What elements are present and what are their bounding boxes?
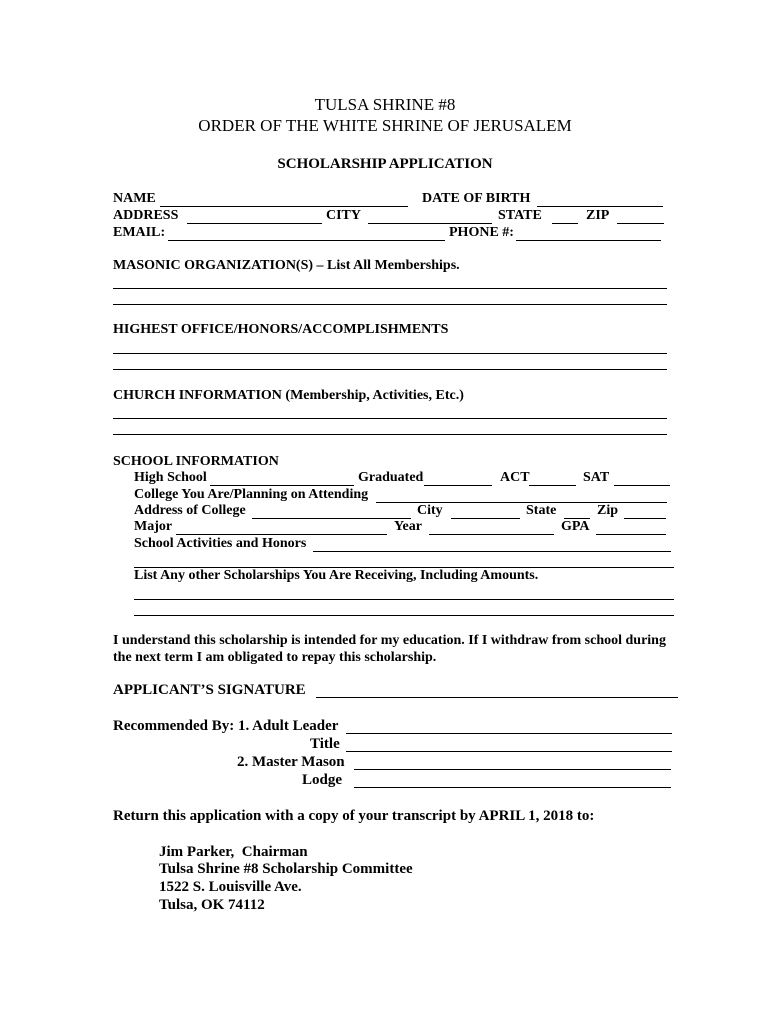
college-state-label: State <box>526 503 557 518</box>
office-line-1[interactable] <box>113 353 667 354</box>
activities-label: School Activities and Honors <box>134 536 307 551</box>
college-zip-label: Zip <box>597 503 619 518</box>
graduated-field[interactable] <box>424 485 492 486</box>
major-field[interactable] <box>176 534 387 535</box>
signature-field[interactable] <box>316 697 678 698</box>
activities-field-1[interactable] <box>313 551 671 552</box>
adult-leader-field[interactable] <box>346 733 672 734</box>
title-field[interactable] <box>346 751 672 752</box>
masonic-line-1[interactable] <box>113 288 667 289</box>
email-field[interactable] <box>168 240 445 241</box>
masonic-heading: MASONIC ORGANIZATION(S) – List All Memberships. <box>113 258 460 273</box>
church-heading: CHURCH INFORMATION (Membership, Activities, Etc.) <box>113 388 464 403</box>
dob-field[interactable] <box>537 206 663 207</box>
zip-field[interactable] <box>617 223 664 224</box>
other-scholarships-line-2[interactable] <box>134 615 674 616</box>
major-label: Major <box>134 519 173 534</box>
year-field[interactable] <box>429 534 554 535</box>
lodge-label: Lodge <box>302 772 343 788</box>
high-school-field[interactable] <box>210 485 354 486</box>
college-city-field[interactable] <box>451 518 520 519</box>
high-school-label: High School <box>134 470 207 485</box>
phone-label: PHONE #: <box>449 225 514 240</box>
sat-field[interactable] <box>614 485 670 486</box>
act-label: ACT <box>500 470 530 485</box>
school-heading: SCHOOL INFORMATION <box>113 454 279 469</box>
return-instruction: Return this application with a copy of your transcript by APRIL 1, 2018 to: <box>113 808 595 824</box>
office-heading: HIGHEST OFFICE/HONORS/ACCOMPLISHMENTS <box>113 322 449 337</box>
statement-line-1: I understand this scholarship is intended for my education. If I withdraw from school during <box>113 633 666 648</box>
dob-label: DATE OF BIRTH <box>422 191 531 206</box>
master-mason-field[interactable] <box>354 769 671 770</box>
email-label: EMAIL: <box>113 225 166 240</box>
college-zip-field[interactable] <box>624 518 666 519</box>
office-line-2[interactable] <box>113 369 667 370</box>
zip-label: ZIP <box>586 208 610 223</box>
state-label: STATE <box>498 208 542 223</box>
name-field[interactable] <box>160 206 408 207</box>
adult-leader-label: Recommended By: 1. Adult Leader <box>113 718 339 734</box>
city-field[interactable] <box>368 223 492 224</box>
signature-label: APPLICANT’S SIGNATURE <box>113 682 306 698</box>
lodge-field[interactable] <box>354 787 671 788</box>
other-scholarships-label: List Any other Scholarships You Are Receiving, Including Amounts. <box>134 568 539 583</box>
org-subtitle: ORDER OF THE WHITE SHRINE OF JERUSALEM <box>198 116 572 135</box>
form-title: SCHOLARSHIP APPLICATION <box>277 156 493 172</box>
committee-name: Tulsa Shrine #8 Scholarship Committee <box>159 861 413 877</box>
city-label: CITY <box>326 208 362 223</box>
sat-label: SAT <box>583 470 610 485</box>
title-label: Title <box>310 736 340 752</box>
name-label: NAME <box>113 191 156 206</box>
city-state-zip: Tulsa, OK 74112 <box>159 897 265 913</box>
college-address-label: Address of College <box>134 503 246 518</box>
college-label: College You Are/Planning on Attending <box>134 487 369 502</box>
college-address-field[interactable] <box>252 518 411 519</box>
master-mason-label: 2. Master Mason <box>237 754 345 770</box>
statement-line-2: the next term I am obligated to repay this scholarship. <box>113 650 437 665</box>
phone-field[interactable] <box>516 240 661 241</box>
state-field[interactable] <box>552 223 578 224</box>
address-field[interactable] <box>187 223 322 224</box>
other-scholarships-line-1[interactable] <box>134 599 674 600</box>
masonic-line-2[interactable] <box>113 304 667 305</box>
act-field[interactable] <box>529 485 576 486</box>
gpa-field[interactable] <box>596 534 666 535</box>
college-city-label: City <box>417 503 443 518</box>
graduated-label: Graduated <box>358 470 424 485</box>
address-label: ADDRESS <box>113 208 179 223</box>
church-line-2[interactable] <box>113 434 667 435</box>
street-address: 1522 S. Louisville Ave. <box>159 879 302 895</box>
contact-name: Jim Parker, Chairman <box>159 844 308 860</box>
church-line-1[interactable] <box>113 418 667 419</box>
org-name: TULSA SHRINE #8 <box>314 95 456 114</box>
gpa-label: GPA <box>561 519 590 534</box>
year-label: Year <box>394 519 422 534</box>
